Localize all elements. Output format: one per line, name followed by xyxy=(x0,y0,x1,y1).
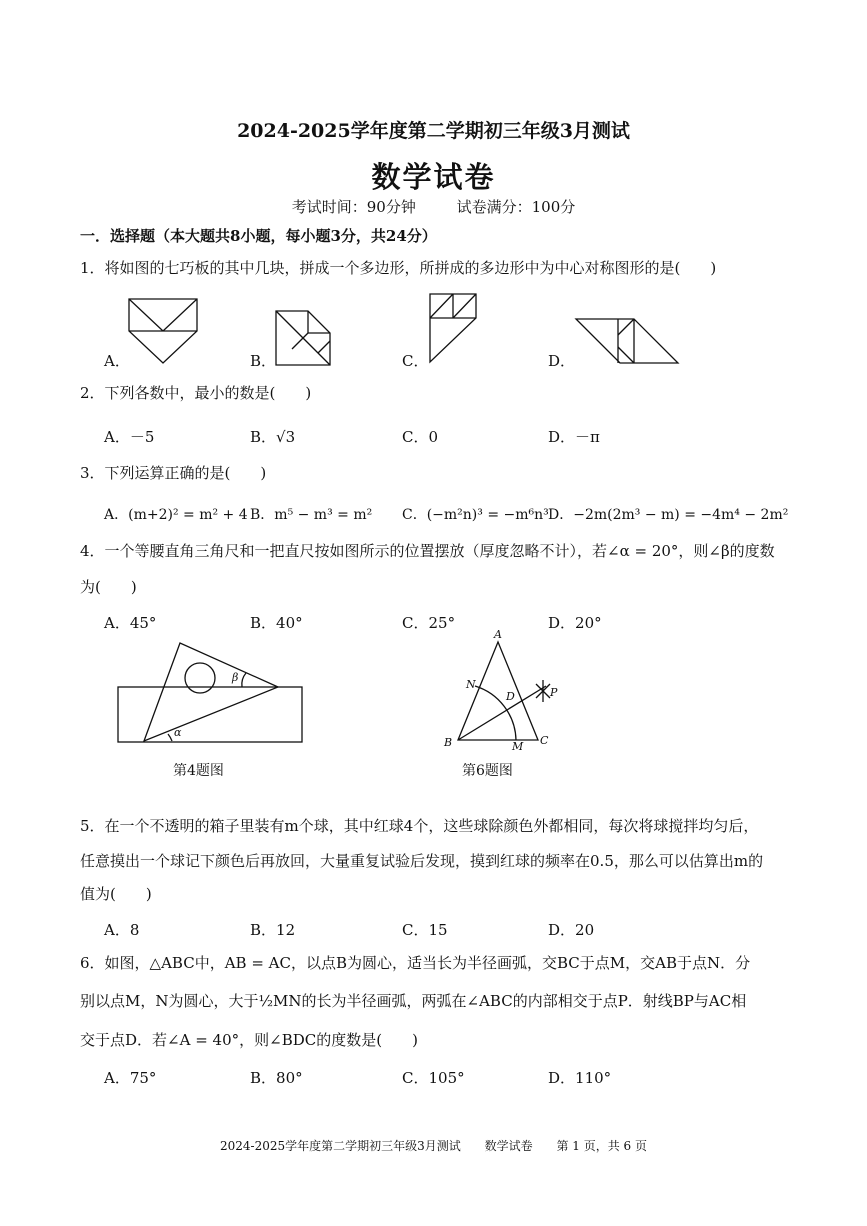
alpha-label: α xyxy=(174,726,182,739)
q2-option-d: D．－π xyxy=(548,428,600,446)
q6-stem-line2: 别以点M，N为圆心，大于½MN的长为半径画弧，两弧在∠ABC的内部相交于点P．射线BP与AC相 xyxy=(80,992,747,1010)
q2-option-b: B．√3 xyxy=(250,428,296,446)
section-heading: 一．选择题（本大题共8小题，每小题3分，共24分） xyxy=(80,227,437,245)
triangle-abc xyxy=(458,642,538,740)
q5-option-a: A．8 xyxy=(104,921,140,939)
q4-option-c: C．25° xyxy=(402,614,456,632)
q6-stem-line1: 6．如图，△ABC中，AB = AC，以点B为圆心，适当长为半径画弧，交BC于点M，交AB于点N．分 xyxy=(80,954,751,972)
q4-option-b: B．40° xyxy=(250,614,303,632)
footer-subject: 数学试卷 xyxy=(484,1139,533,1153)
q6-option-c: C．105° xyxy=(402,1069,465,1087)
q3-stem: 3．下列运算正确的是( ) xyxy=(80,464,267,482)
q4-option-a: A．45° xyxy=(104,614,157,632)
q5-stem-line2: 任意摸出一个球记下颜色后再放回，大量重复试验后发现，摸到红球的频率在0.5，那么可以估算出m的 xyxy=(80,852,764,870)
label-b: B xyxy=(444,736,453,749)
label-d: D xyxy=(506,690,515,703)
set-square-hole xyxy=(185,663,215,693)
label-c: C xyxy=(540,734,549,747)
q5-stem-line3: 值为( ) xyxy=(80,885,152,903)
q4-stem-line2: 为( ) xyxy=(80,578,137,596)
label-a: A xyxy=(494,628,502,641)
q6-option-b: B．80° xyxy=(250,1069,303,1087)
exam-meta xyxy=(0,196,867,217)
q4-stem-line1: 4．一个等腰直角三角尺和一把直尺按如图所示的位置摆放（厚度忽略不计），若∠α = 20°，则∠β的度数 xyxy=(80,542,775,560)
q4-option-d: D．20° xyxy=(548,614,602,632)
footer-title: 2024-2025学年度第二学期初三年级3月测试 xyxy=(220,1139,461,1153)
q5-option-c: C．15 xyxy=(402,921,448,939)
q6-option-d: D．110° xyxy=(548,1069,612,1087)
tangram-figure-a xyxy=(125,295,201,367)
label-p: P xyxy=(550,686,558,699)
tangram-figure-b xyxy=(272,305,334,369)
q5-option-d: D．20 xyxy=(548,921,595,939)
tangram-figure-d xyxy=(572,313,684,367)
figure-6-caption: 第6题图 xyxy=(462,763,513,779)
q2-option-c: C．0 xyxy=(402,428,439,446)
q3-option-b: B．m⁵ − m³ = m² xyxy=(250,507,373,523)
beta-label: β xyxy=(232,671,239,684)
page-footer xyxy=(0,1137,867,1154)
q6-stem-line3: 交于点D．若∠A = 40°，则∠BDC的度数是( ) xyxy=(80,1031,418,1049)
q2-stem: 2．下列各数中，最小的数是( ) xyxy=(80,384,312,402)
exam-score: 试卷满分：100分 xyxy=(456,198,576,216)
figure-4-diagram xyxy=(110,635,320,750)
exam-title: 2024-2025学年度第二学期初三年级3月测试 xyxy=(237,120,630,142)
q5-option-b: B．12 xyxy=(250,921,296,939)
q3-option-a: A．(m+2)² = m² + 4 xyxy=(104,507,248,523)
q5-stem-line1: 5．在一个不透明的箱子里装有m个球，其中红球4个，这些球除颜色外都相同，每次将球搅拌均匀后， xyxy=(80,817,759,835)
subject-title: 数学试卷 xyxy=(371,160,496,194)
q1-option-c: C． xyxy=(402,352,429,370)
q1-option-a: A． xyxy=(104,352,130,370)
tangram-figure-c xyxy=(426,290,482,366)
ray-bp xyxy=(458,686,546,740)
q1-option-b: B． xyxy=(250,352,277,370)
label-n: N xyxy=(466,678,476,691)
q1-option-d: D． xyxy=(548,352,576,370)
footer-page-number: 第 1 页，共 6 页 xyxy=(556,1139,647,1153)
set-square-triangle xyxy=(144,643,278,741)
figure-4-caption: 第4题图 xyxy=(173,763,224,779)
label-m: M xyxy=(512,740,524,753)
q1-stem: 1．将如图的七巧板的其中几块，拼成一个多边形，所拼成的多边形中为中心对称图形的是( ) xyxy=(80,259,717,277)
q6-option-a: A．75° xyxy=(104,1069,157,1087)
q3-option-d: D．−2m(2m³ − m) = −4m⁴ − 2m² xyxy=(548,507,789,523)
q3-option-c: C．(−m²n)³ = −m⁶n³ xyxy=(402,507,549,523)
figure-6-diagram xyxy=(440,628,560,753)
exam-time: 考试时间：90分钟 xyxy=(291,198,416,216)
q2-option-a: A．－5 xyxy=(104,428,155,446)
